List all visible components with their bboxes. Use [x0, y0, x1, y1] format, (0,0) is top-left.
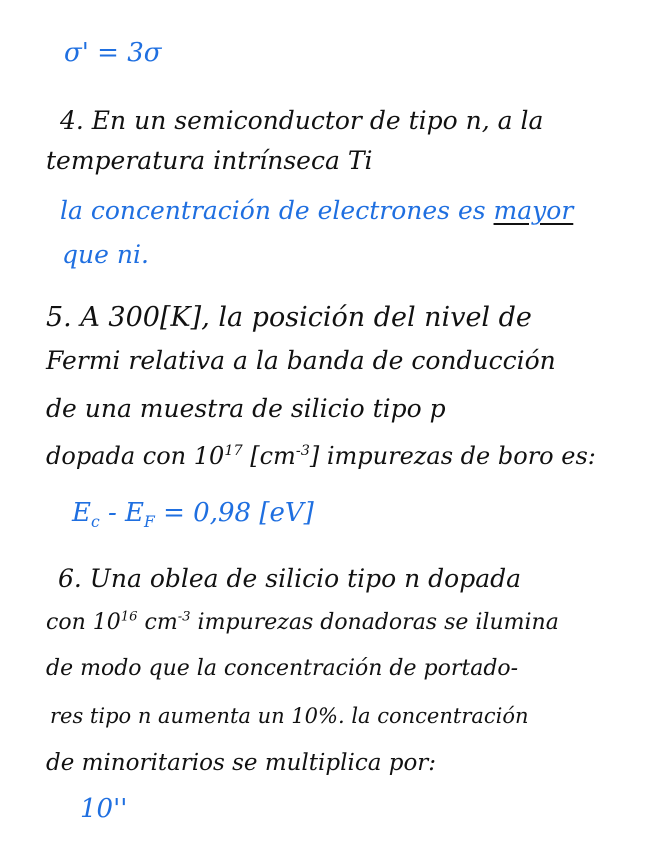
- q6-line-2: [46, 609, 559, 635]
- q6-line-4: res tipo n aumenta un 10%. la concentración: [50, 704, 529, 728]
- q5-line-1: 5. A 300[K], la posición del nivel de: [46, 302, 532, 333]
- q5-line-4-unit: [cm: [242, 442, 296, 470]
- q4-answer-text: la concentración de electrones es: [60, 196, 494, 225]
- q6-line-5: de minoritarios se multiplica por:: [46, 750, 437, 776]
- q6-line-3: de modo que la concentración de portado-: [46, 656, 519, 681]
- q4-line-2: temperatura intrínseca Ti: [46, 146, 373, 175]
- q6-line-1: 6. Una oblea de silicio tipo n dopada: [58, 564, 522, 593]
- q4-answer-underlined: mayor: [493, 196, 574, 225]
- q6-line-2-exp: 16: [120, 609, 138, 625]
- q5-answer-value: = 0,98 [eV]: [154, 498, 314, 528]
- q6-line-2-pre: con 10: [46, 610, 121, 635]
- q5-answer-ec: E: [72, 498, 91, 528]
- q6-answer: 10'': [80, 794, 128, 824]
- q4-answer-line-1: [60, 198, 573, 223]
- q5-line-4-exp: 17: [224, 443, 243, 459]
- q4-line-1: 4. En un semiconductor de tipo n, a la: [60, 106, 544, 135]
- q5-answer-ef-sub: F: [144, 513, 155, 532]
- q5-line-4-post: ] impurezas de boro es:: [309, 442, 596, 470]
- q5-line-4-pre: dopada con 10: [46, 442, 225, 470]
- q6-line-2-post: impurezas donadoras se ilumina: [190, 610, 559, 635]
- q5-line-4-unit-exp: -3: [295, 443, 310, 459]
- q6-line-2-unit: cm: [137, 610, 178, 635]
- q6-line-2-unit-exp: -3: [177, 609, 191, 625]
- q4-answer-line-2: que ni.: [62, 240, 149, 269]
- q5-line-4: [46, 444, 596, 468]
- q5-answer-minus-ef: - E: [99, 498, 145, 528]
- q5-line-3: de una muestra de silicio tipo p: [46, 394, 446, 423]
- q5-line-2: Fermi relativa a la banda de conducción: [46, 346, 556, 375]
- top-answer: σ' = 3σ: [64, 38, 162, 68]
- q5-answer-ec-sub: c: [90, 513, 100, 532]
- q5-answer: [72, 498, 314, 532]
